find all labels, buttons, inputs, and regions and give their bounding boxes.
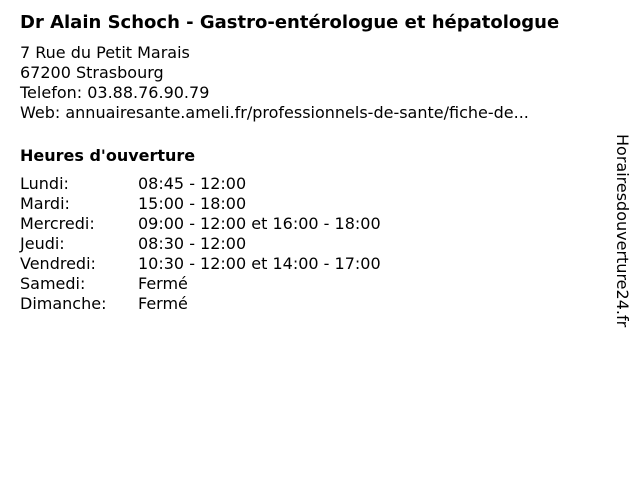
hours-row-monday xyxy=(20,174,610,194)
hours-row-saturday xyxy=(20,274,610,294)
website-link[interactable]: Web: annuairesante.ameli.fr/professionnels-de-sante/fiche-de... xyxy=(20,103,529,122)
time-value: 08:30 - 12:00 xyxy=(138,234,247,253)
listing-card xyxy=(20,10,610,314)
hours-row-friday xyxy=(20,254,610,274)
hours-row-wednesday xyxy=(20,214,610,234)
day-label: Vendredi: xyxy=(20,254,96,273)
street-address: 7 Rue du Petit Marais xyxy=(20,43,190,62)
city-address: 67200 Strasbourg xyxy=(20,63,164,82)
address-block xyxy=(20,43,610,123)
vertical-brand-watermark xyxy=(612,134,632,344)
opening-hours-heading: Heures d'ouverture xyxy=(20,146,196,165)
page-title: Dr Alain Schoch - Gastro-entérologue et hépatologue xyxy=(20,12,560,33)
hours-row-thursday xyxy=(20,234,610,254)
hours-row-sunday xyxy=(20,294,610,314)
day-label: Dimanche: xyxy=(20,294,107,313)
time-value: 15:00 - 18:00 xyxy=(138,194,247,213)
time-value: 08:45 - 12:00 xyxy=(138,174,247,193)
opening-hours-table xyxy=(20,174,610,314)
time-value: 09:00 - 12:00 et 16:00 - 18:00 xyxy=(138,214,381,233)
time-value: Fermé xyxy=(138,294,188,313)
day-label: Mardi: xyxy=(20,194,70,213)
time-value: 10:30 - 12:00 et 14:00 - 17:00 xyxy=(138,254,381,273)
time-value: Fermé xyxy=(138,274,188,293)
day-label: Jeudi: xyxy=(20,234,65,253)
brand-text: Horairesdouverture24.fr xyxy=(613,134,632,328)
phone-number[interactable]: Telefon: 03.88.76.90.79 xyxy=(20,83,210,102)
day-label: Mercredi: xyxy=(20,214,95,233)
day-label: Lundi: xyxy=(20,174,69,193)
day-label: Samedi: xyxy=(20,274,86,293)
hours-row-tuesday xyxy=(20,194,610,214)
